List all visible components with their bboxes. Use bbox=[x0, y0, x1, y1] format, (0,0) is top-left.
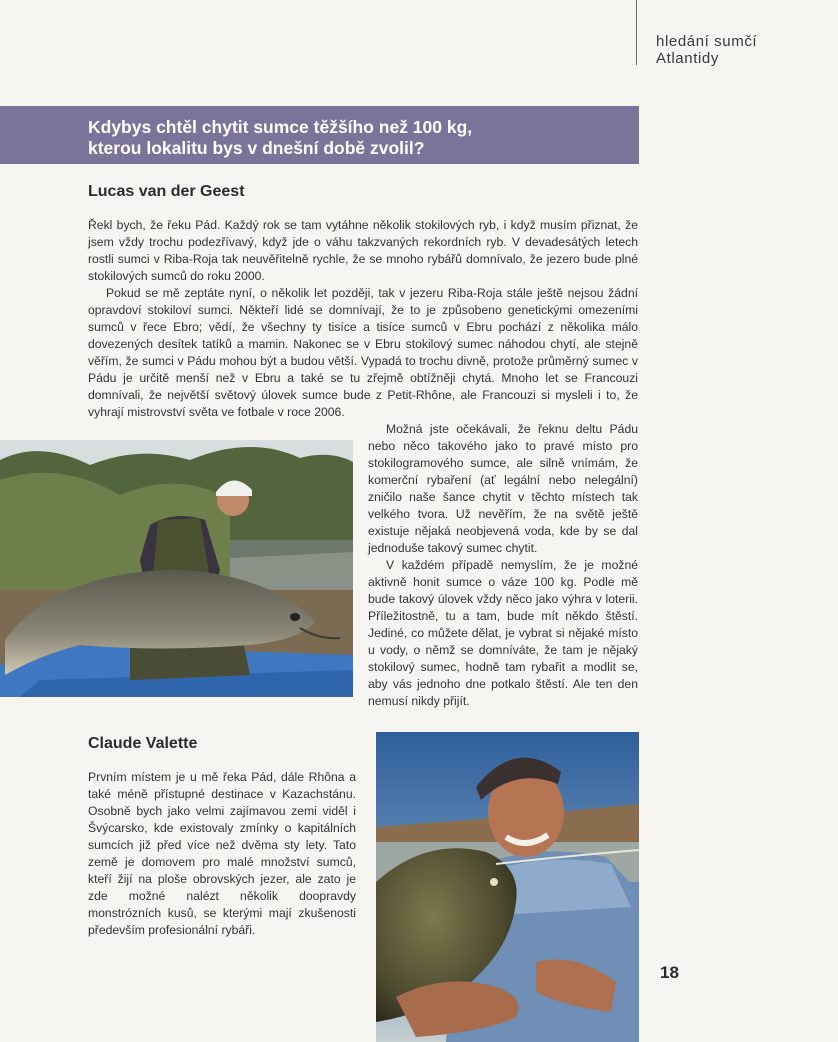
section2-paragraph-1: Prvním místem je u mě řeka Pád, dále Rhôna a také méně přístupné destinace v Kazachstánu. Osobně bych jako velmi zajímavou zemi viděl i Švýcarsko, kde existovaly zmínky o kapitálních sumcích již před více než dvěma sty lety. Tato země je domovem pro malé množství sumců, kteří žijí na ploše obrovských jezer, ale zato je zde možné nalézt několik doopravdy monstrózních kusů, se kterými mají zkušenosti především profesionální rybáři. bbox=[88, 770, 356, 937]
question-line1: Kdybys chtěl chytit sumce těžšího než 100 kg, bbox=[88, 117, 473, 137]
photo-angler-catfish-2 bbox=[376, 732, 639, 1042]
question-banner bbox=[0, 106, 639, 164]
running-header bbox=[656, 33, 826, 67]
author-lucas: Lucas van der Geest bbox=[88, 183, 245, 200]
question-line2: kterou lokalitu bys v dnešní době zvolil? bbox=[88, 138, 425, 158]
section1-paragraph-3: Možná jste očekávali, že řeknu deltu Pádu nebo něco takového jako to pravé místo pro stokilogramového sumce, ale silně vnímám, že komerční rybaření (ať legální nebo nelegální) zničilo naše šance chytit v těchto místech tak velkého tvora. Už nevěřím, že na světě ještě existuje nějaká neobjevená voda, kde by se dal jednoduše takový sumec chytit. bbox=[368, 422, 638, 555]
author-claude: Claude Valette bbox=[88, 735, 198, 752]
section1-text-top bbox=[88, 217, 638, 421]
running-header-line1: hledání sumčí bbox=[656, 33, 758, 50]
section1-text-right bbox=[368, 421, 638, 710]
photo-angler-catfish-1 bbox=[0, 440, 353, 697]
section2-text bbox=[88, 769, 356, 939]
running-header-line2: Atlantidy bbox=[656, 50, 719, 67]
header-divider bbox=[636, 0, 637, 65]
section1-paragraph-2: Pokud se mě zeptáte nyní, o několik let později, tak v jezeru Riba-Roja stále ještě nejsou žádní opravdoví stokiloví sumci. Někteří lidé se domnívají, že to je způsobeno genetickými omezeními sumců v řece Ebro; vědí, že všechny ty tisíce a tisíce sumců v Ebru pochází z několika málo dovezených desítek tatíků a mamin. Nakonec se v Ebru stokilový sumec náhodou chytí, ale stejně věřím, že sumci v Pádu mohou být a budou větší. Vypadá to trochu divně, protože průměrný sumec v Pádu je určitě menší než v Ebru a také se tu zřejmě obtížněji chytá. Mnoho let se Francouzi domnívali, že největší světový úlovek sumce bude z Petit-Rhône, ale Francouzi si mysleli i to, že vyhrají mistrovství světa ve fotbale v roce 2006. bbox=[88, 286, 638, 419]
page-number: 18 bbox=[660, 963, 679, 982]
section1-paragraph-1: Řekl bych, že řeku Pád. Každý rok se tam vytáhne několik stokilových ryb, i když musím přiznat, že jsem vždy trochu podezřívavý, když jde o váhu takzvaných rekordních ryb. V devadesátých letech rostli sumci v Riba-Roja tak neuvěřitelně rychle, že se mnoho rybářů domnívalo, že jezero bude plné stokilových sumců do roku 2000. bbox=[88, 218, 638, 283]
section1-paragraph-4: V každém případě nemyslím, že je možné aktivně honit sumce o váze 100 kg. Podle mě bude takový úlovek vždy něco jako výhra v loterii. Příležitostně, tu a tam, bude mít někdo štěstí. Jediné, co můžete dělat, je vybrat si nějaké místo u vody, o němž se domníváte, že tam je nějaký stokilový sumec, hodně tam rybařit a modlit se, aby vás jednoho dne potkalo štěstí. Ale ten den nemusí nikdy přijít. bbox=[368, 558, 638, 708]
